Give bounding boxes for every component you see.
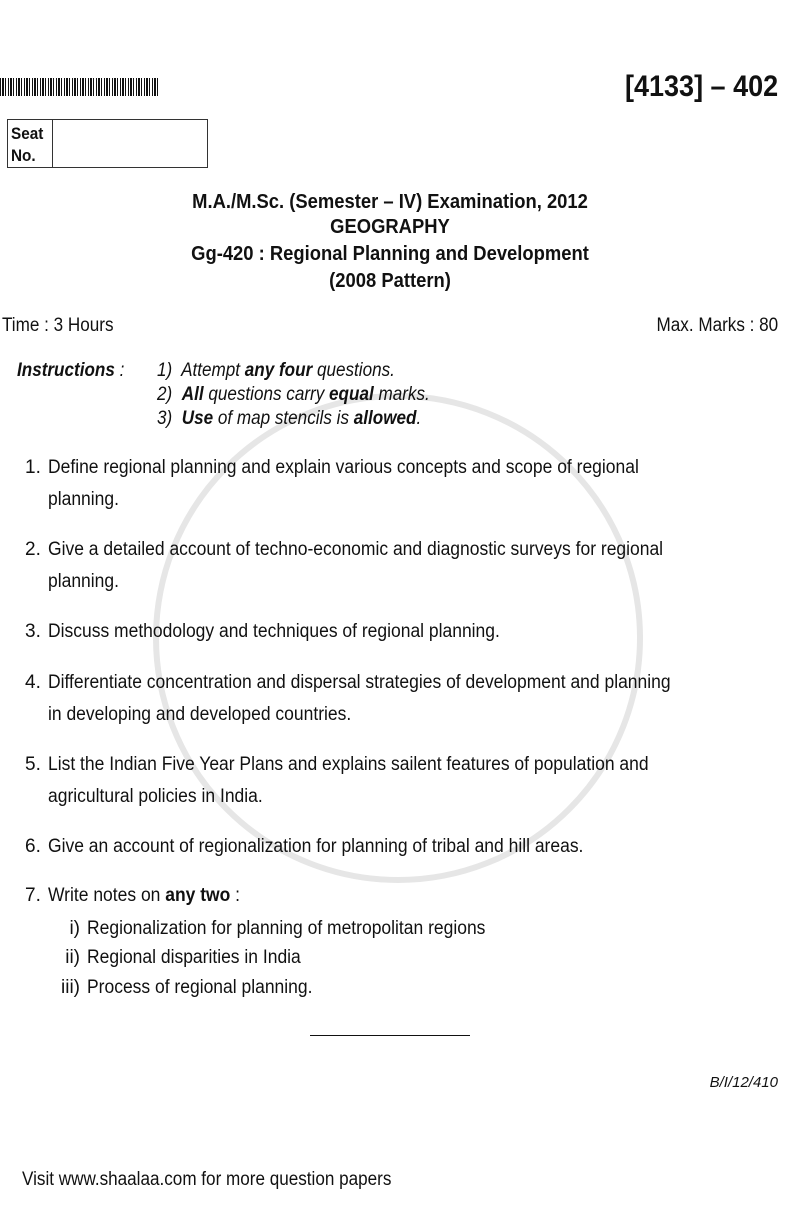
barcode: [0, 78, 160, 96]
question-text: agricultural policies in India.: [48, 786, 263, 807]
question-text: Define regional planning and explain various concepts and scope of regional: [48, 457, 639, 478]
question-number: 6.: [25, 836, 41, 857]
divider: [52, 120, 53, 167]
sub-question: Regionalization for planning of metropolitan regions: [87, 918, 486, 939]
question-number: 3.: [25, 621, 41, 642]
question-text: Write notes on any two :: [48, 885, 241, 906]
sub-number: i): [69, 918, 80, 939]
max-marks: Max. Marks : 80: [656, 315, 778, 336]
question-text: List the Indian Five Year Plans and explains sailent features of population and: [48, 754, 649, 775]
question-text: Give a detailed account of techno-economic and diagnostic surveys for regional: [48, 539, 664, 560]
instructions-label: Instructions :: [17, 360, 125, 381]
seat-number-box: [7, 119, 208, 168]
seat-label: Seat No.: [11, 124, 44, 165]
sub-question: Process of regional planning.: [87, 977, 313, 998]
pattern: (2008 Pattern): [329, 270, 451, 292]
instruction-2: 2) All questions carry equal marks.: [157, 384, 430, 405]
question-number: 7.: [25, 885, 41, 906]
instruction-3: 3) Use of map stencils is allowed.: [157, 408, 422, 429]
question-text: Differentiate concentration and dispersal strategies of development and planning: [48, 672, 671, 693]
sub-number: ii): [65, 947, 80, 968]
instruction-1: 1) Attempt any four questions.: [157, 360, 395, 381]
footer-visit-link[interactable]: Visit www.shaalaa.com for more question papers: [22, 1169, 392, 1190]
sub-number: iii): [61, 977, 80, 998]
question-number: 1.: [25, 457, 41, 478]
subject: GEOGRAPHY: [330, 216, 450, 238]
time: Time : 3 Hours: [2, 315, 114, 336]
paper-code: [4133] – 402: [624, 70, 778, 103]
question-number: 5.: [25, 754, 41, 775]
question-text: planning.: [48, 571, 119, 592]
exam-title: M.A./M.Sc. (Semester – IV) Examination, 2012: [192, 191, 588, 213]
paper-ref: B/I/12/410: [709, 1074, 778, 1091]
question-text: Give an account of regionalization for planning of tribal and hill areas.: [48, 836, 584, 857]
question-number: 4.: [25, 672, 41, 693]
question-number: 2.: [25, 539, 41, 560]
sub-question: Regional disparities in India: [87, 947, 301, 968]
question-text: in developing and developed countries.: [48, 704, 352, 725]
end-rule: [310, 1035, 470, 1036]
course: Gg-420 : Regional Planning and Development: [191, 243, 589, 265]
question-text: Discuss methodology and techniques of regional planning.: [48, 621, 500, 642]
question-text: planning.: [48, 489, 119, 510]
